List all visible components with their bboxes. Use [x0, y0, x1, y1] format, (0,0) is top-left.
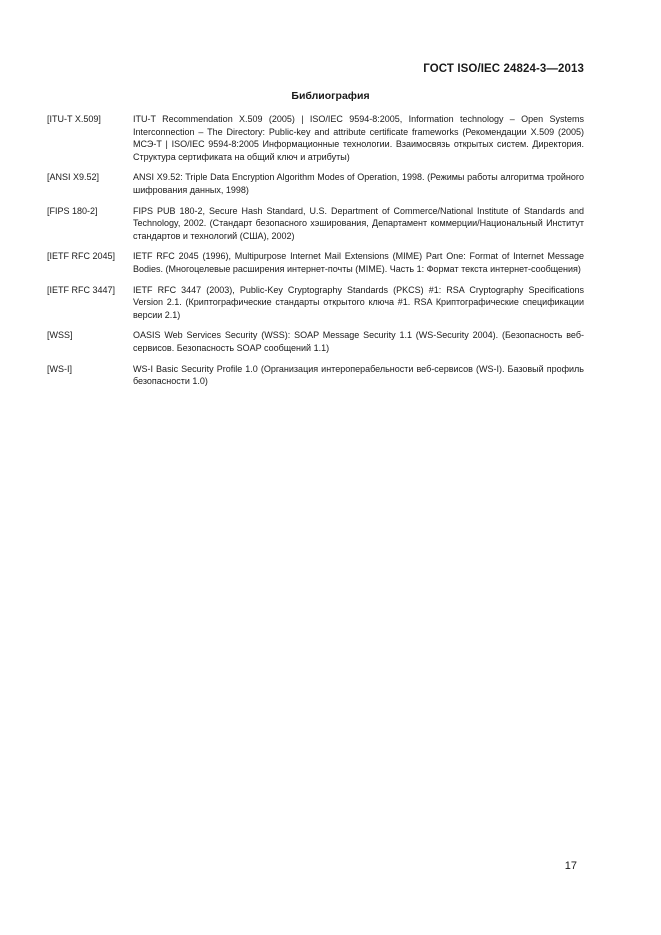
- reference-key: [ANSI X9.52]: [47, 172, 100, 183]
- reference-key: [WS-I]: [47, 363, 72, 374]
- reference-key: [FIPS 180-2]: [47, 205, 98, 216]
- bibliography-list: [47, 113, 584, 396]
- document-header: ГОСТ ISO/IEC 24824-3—2013: [423, 63, 584, 75]
- reference-key: [WSS]: [47, 330, 73, 341]
- reference-text: FIPS PUB 180-2, Secure Hash Standard, U.S. Department of Commerce/National Institute of Standards and Technology, 2002. (Стандарт безопасного хэширования, Департамент коммерции/Национальный Институт стандартов и технологий (США), 2002): [133, 205, 584, 241]
- reference-key: [IETF RFC 3447]: [47, 284, 116, 295]
- reference-key: [IETF RFC 2045]: [47, 251, 116, 262]
- reference-text: ANSI X9.52: Triple Data Encryption Algorithm Modes of Operation, 1998. (Режимы работы алгоритма тройного шифрования данных, 1998): [133, 172, 584, 195]
- reference-text: IETF RFC 3447 (2003), Public-Key Cryptography Standards (PKCS) #1: RSA Cryptography Specifications Version 2.1. (Криптографические стандарты открытого ключа #1. RSA Криптографические спецификации версии 2.1): [133, 284, 584, 320]
- bibliography-entry-ansi-x952: [47, 171, 584, 196]
- reference-key: [ITU-T X.509]: [47, 114, 101, 124]
- page-number: 17: [564, 860, 577, 872]
- reference-text: IETF RFC 2045 (1996), Multipurpose Internet Mail Extensions (MIME) Part One: Format of Internet Message Bodies. (Многоцелевые расширения интернет-почты (MIME). Часть 1: Формат текста интернет-сообщения): [133, 251, 584, 274]
- bibliography-entry-fips-180-2: [47, 205, 584, 243]
- bibliography-entry-itu-t-x509: [47, 113, 584, 163]
- page-title: Библиография: [291, 90, 370, 102]
- reference-text: OASIS Web Services Security (WSS): SOAP Message Security 1.1 (WS-Security 2004). (Безопасность веб-сервисов. Безопасность SOAP сообщений 1.1): [133, 330, 584, 353]
- bibliography-entry-ietf-rfc-2045: [47, 250, 584, 275]
- reference-text: WS-I Basic Security Profile 1.0 (Организация интероперабельности веб-сервисов (WS-I). Базовый профиль безопасности 1.0): [133, 363, 584, 387]
- bibliography-entry-ietf-rfc-3447: [47, 284, 584, 322]
- bibliography-entry-wss: [47, 329, 584, 354]
- bibliography-entry-ws-i: [47, 363, 584, 388]
- reference-text: ITU-T Recommendation X.509 (2005) | ISO/IEC 9594-8:2005, Information technology – Open Systems Interconnection – The Directory: Public-key and attribute certificate frameworks (Рекомендации X.509 (2005) МСЭ-Т | ISO/IEC 9594-8:2005 Информационные технологии. Взаимосвязь открытых систем. Директория. Структура сертификата на общий ключ и атрибуты): [133, 114, 584, 162]
